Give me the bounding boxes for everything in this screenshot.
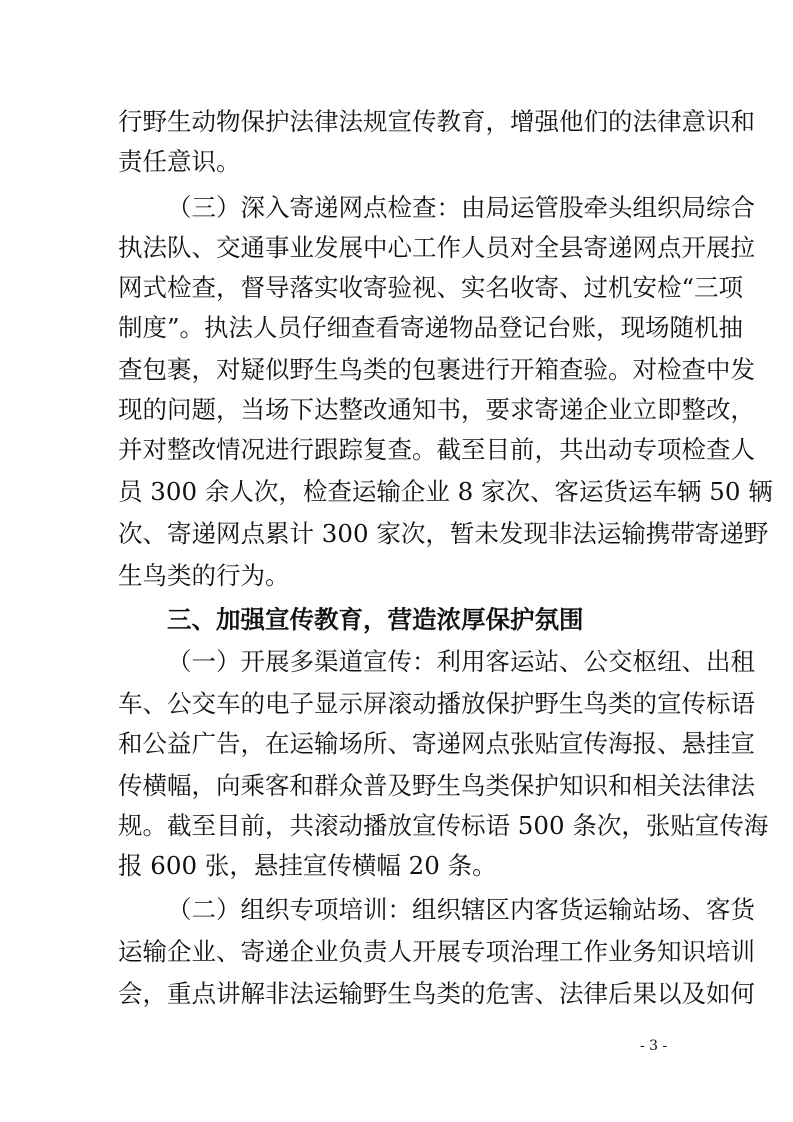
paragraph-line: 查包裹，对疑似野生鸟类的包裹进行开箱查验。对检查中发: [118, 355, 755, 384]
page-number: - 3 -: [640, 1038, 668, 1054]
paragraph-line: 报 600 张，悬挂宣传横幅 20 条。: [118, 851, 497, 880]
section-heading: 三、加强宣传教育，营造浓厚保护氛围: [167, 605, 584, 634]
paragraph-line: 责任意识。: [118, 147, 241, 176]
paragraph-line: 车、公交车的电子显示屏滚动播放保护野生鸟类的宣传标语: [118, 689, 755, 718]
paragraph-line: 生鸟类的行为。: [118, 561, 290, 590]
paragraph-line: 传横幅，向乘客和群众普及野生鸟类保护知识和相关法律法: [118, 771, 755, 800]
paragraph-line: 和公益广告，在运输场所、寄递网点张贴宣传海报、悬挂宣: [118, 729, 755, 758]
paragraph-line: 制度”。执法人员仔细查看寄递物品登记台账，现场随机抽: [118, 313, 744, 342]
paragraph-line: （二）组织专项培训：组织辖区内客货运输站场、客货: [167, 895, 755, 924]
paragraph-line: 执法队、交通事业发展中心工作人员对全县寄递网点开展拉: [118, 233, 755, 262]
paragraph-line: （三）深入寄递网点检查：由局运管股牵头组织局综合: [167, 193, 755, 222]
paragraph-line: 并对整改情况进行跟踪复查。截至目前，共出动专项检查人: [118, 435, 755, 464]
paragraph-line: 行野生动物保护法律法规宣传教育，增强他们的法律意识和: [118, 107, 755, 136]
paragraph-line: 现的问题，当场下达整改通知书，要求寄递企业立即整改，: [118, 395, 755, 424]
paragraph-line: 会，重点讲解非法运输野生鸟类的危害、法律后果以及如何: [118, 979, 755, 1008]
paragraph-line: （一）开展多渠道宣传：利用客运站、公交枢纽、出租: [167, 647, 755, 676]
paragraph-line: 运输企业、寄递企业负责人开展专项治理工作业务知识培训: [118, 937, 755, 966]
paragraph-line: 规。截至目前，共滚动播放宣传标语 500 条次，张贴宣传海: [118, 811, 769, 840]
paragraph-line: 次、寄递网点累计 300 家次，暂未发现非法运输携带寄递野: [118, 519, 769, 548]
paragraph-line: 员 300 余人次，检查运输企业 8 家次、客运货运车辆 50 辆: [118, 477, 773, 506]
paragraph-line: 网式检查，督导落实收寄验视、实名收寄、过机安检“三项: [118, 273, 744, 302]
